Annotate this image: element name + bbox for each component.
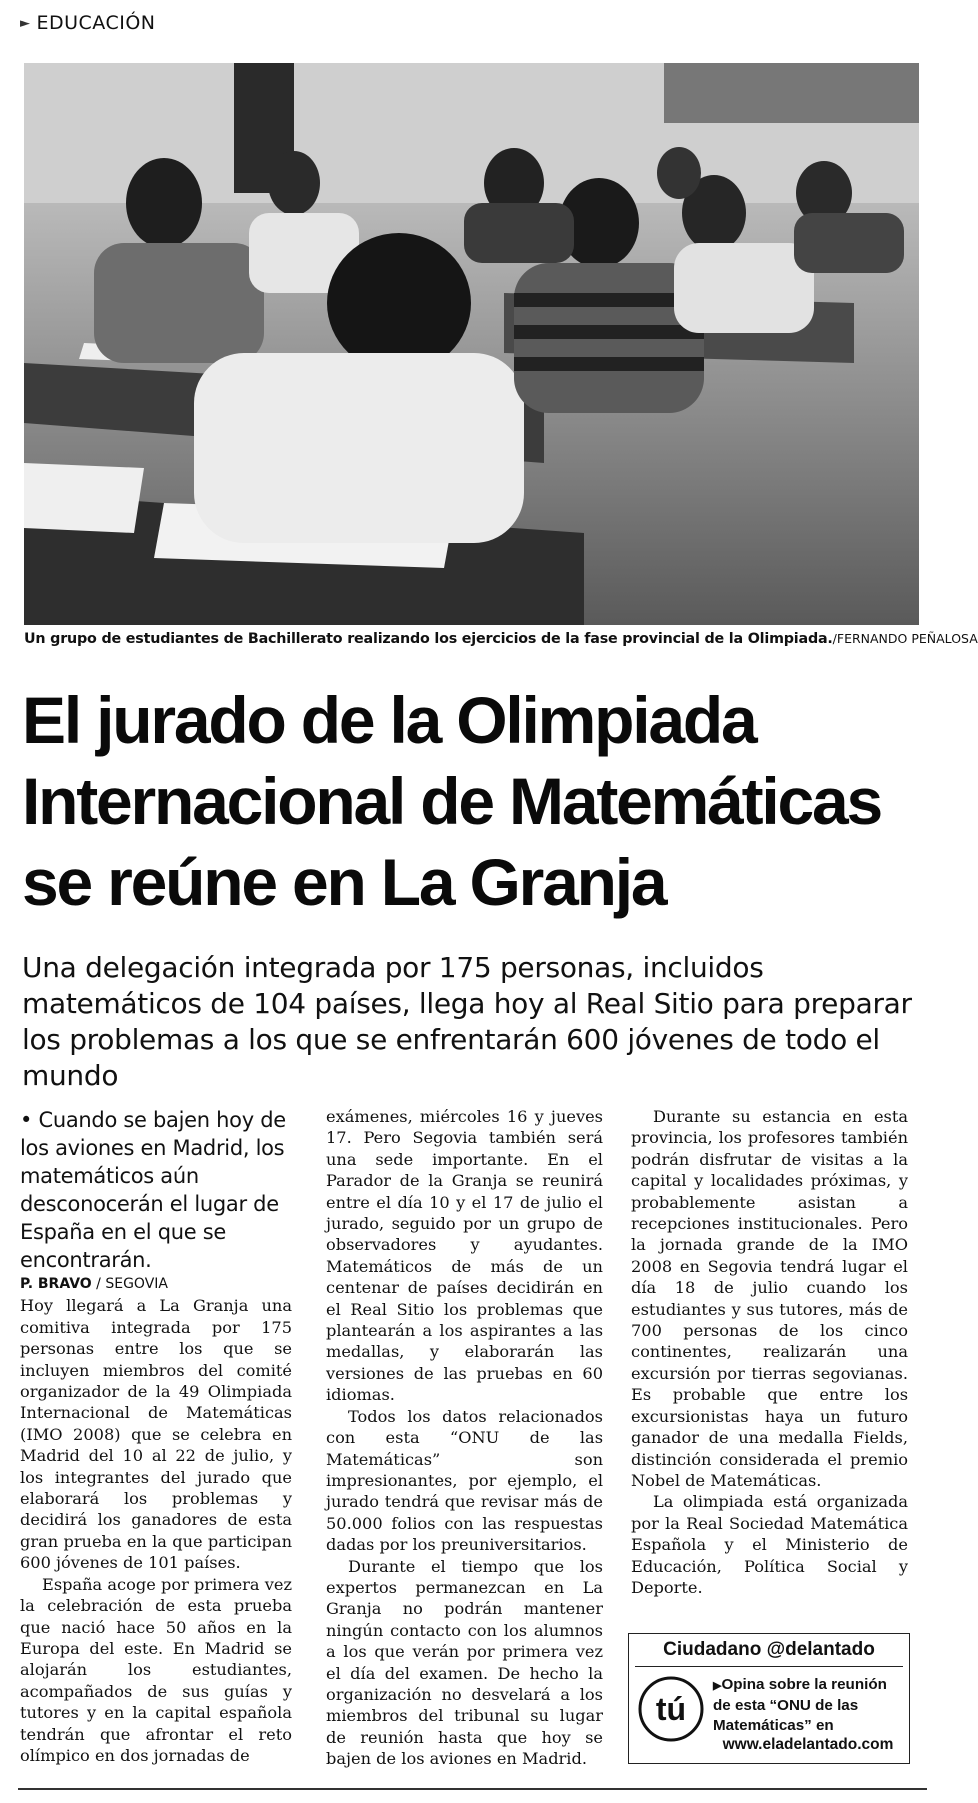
subheadline: Una delegación integrada por 175 personas, incluidos matemáticos de 104 países, llega hoy al Real Sitio para preparar los problemas a los que se enfrentarán 600 jóvenes de todo el mundo [22,951,912,1092]
body-paragraph: exámenes, miércoles 16 y jueves 17. Pero Segovia también será una sede importante. En el Parador de la Granja se reunirá entre el día 10 y el 17 de julio el jurado, seguido por un grupo de observadores y ayudantes. Matemáticos de más de un centenar de países decidirán en el Real Sitio los problemas que plantearán a los aspirantes a las medallas, y elaborarán las versiones de las pruebas en 60 idiomas. [326,1107,603,1405]
caption-text: Un grupo de estudiantes de Bachillerato realizando los ejercicios de la fase provincial de la Olimpiada. [24,631,833,647]
body-paragraph: Durante el tiempo que los expertos permanezcan en La Granja no podrán mantener ningún contacto con los alumnos a los que verán por primera vez el día del examen. De hecho la organización no desvelará a los miembros del tribunal su lugar de reunión hasta que hoy se bajen de los aviones en Madrid. [326,1556,603,1769]
body-paragraph: La olimpiada está organizada por la Real Sociedad Matemática Española y el Ministerio de Educación, Política Social y Deporte. [631,1492,908,1597]
box-text [713,1675,903,1736]
bottom-divider [18,1788,927,1790]
section-label: EDUCACIÓN [36,12,156,34]
byline-author: P. BRAVO [20,1276,92,1292]
body-paragraph: Todos los datos relacionados con esta “ONU de las Matemáticas” son impresionantes, por ejemplo, el jurado tendrá que revisar más de 50.000 folios con las respuestas dadas por los preuniversitarios. [326,1406,603,1555]
triangle-bullet-icon: ► [20,15,31,31]
article-column-2 [326,1106,603,1770]
box-divider [635,1666,903,1667]
body-paragraph: Durante su estancia en esta provincia, los profesores también podrán disfrutar de visitas a la capital y localidades próximas, y probablemente asistan a recepciones institucionales. Pero la jornada grande de la IMO 2008 en Segovia tendrá lugar el día 18 de julio cuando los estudiantes y sus tutores, más de 700 personas de los cinco continentes, realizarán una excursión por tierras segovianas. Es probable que entre los excursionistas haya un futuro ganador de una medalla Fields, distinción considerada el premio Nobel de Matemáticas. [631,1107,908,1490]
headline-line-3: se reúne en La Granja [22,845,666,919]
lead-summary: • Cuando se bajen hoy de los aviones en Madrid, los matemáticos aún desconocerán el lugar de España en el que se encontrarán. [20,1108,286,1272]
box-message: Opina sobre la reunión de esta “ONU de las Matemáticas” en [713,1676,887,1734]
article-column-3 [631,1106,908,1598]
byline [20,1274,292,1295]
byline-place: / SEGOVIA [96,1276,168,1292]
headline-line-2: Internacional de Matemáticas [22,764,882,838]
photo-credit: /FERNANDO PEÑALOSA [832,631,978,646]
logo-text: tú [655,1691,687,1727]
article-column-1 [20,1106,292,1766]
body-paragraph: España acoge por primera vez la celebración de esta prueba que nació hace 50 años en la Europa del este. En Madrid se alojarán los estudiantes, acompañados de sus guías y tutores y en la capital española tendrán que afrontar el reto olímpico en dos jornadas de [20,1574,292,1765]
photo-caption [24,631,978,647]
website-link[interactable]: www.eladelantado.com [722,1736,894,1753]
section-header [20,8,156,38]
triangle-right-icon: ▶ [713,1680,722,1692]
tu-logo-icon [638,1676,704,1742]
box-title: Ciudadano @delantado [663,1639,875,1660]
article-photo [24,63,919,625]
headline-line-1: El jurado de la Olimpiada [22,683,756,757]
ciudadano-box [628,1633,910,1764]
body-paragraph: Hoy llegará a La Granja una comitiva integrada por 175 personas entre los que se incluyen miembros del comité organizador de la 49 Olimpiada Internacional de Matemáticas (IMO 2008) que se celebra en Madrid del 10 al 22 de julio, y los integrantes del jurado que elaborará los problemas y decidirá los ganadores de esta gran prueba en la que participan 600 jóvenes de 101 países. [20,1296,292,1573]
headline [22,680,927,923]
